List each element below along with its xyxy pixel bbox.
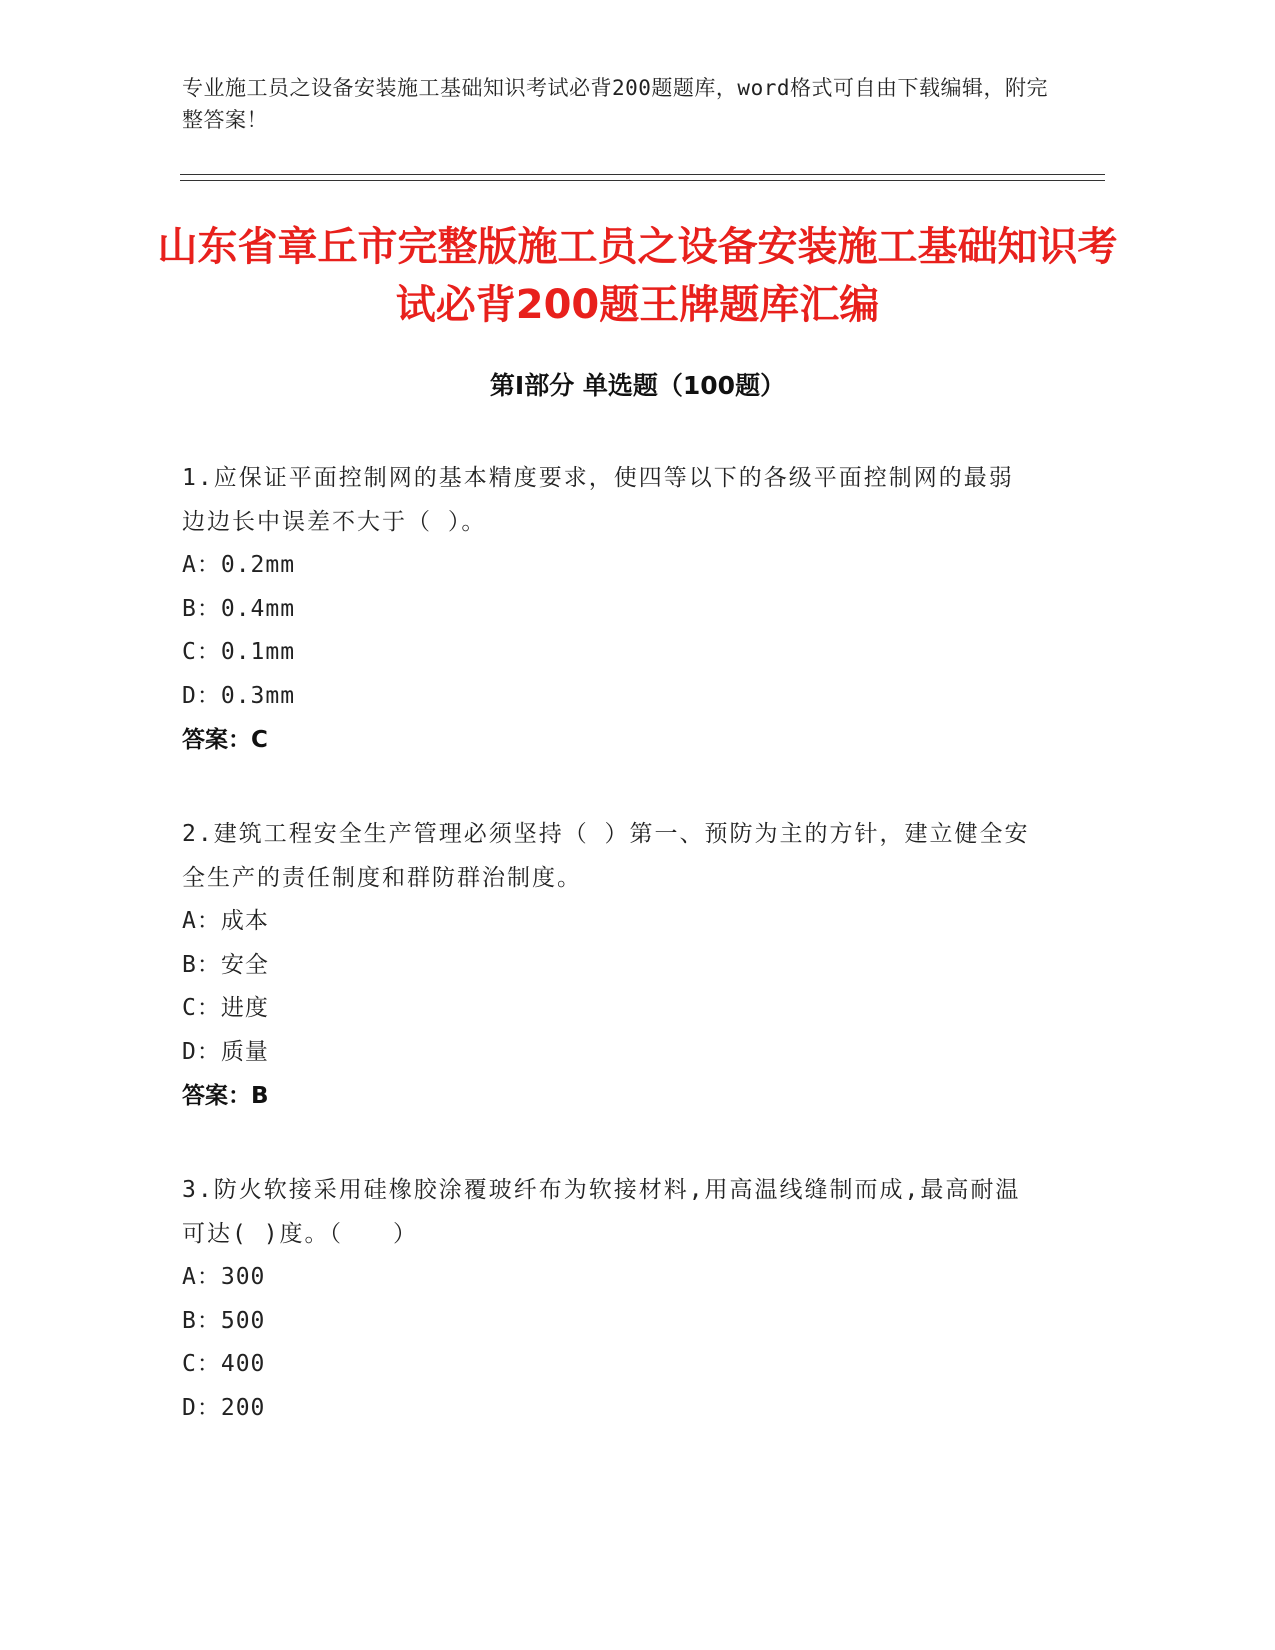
option-d: D：质量	[182, 1038, 269, 1065]
header-note: 专业施工员之设备安装施工基础知识考试必背200题题库，word格式可自由下载编辑，附完整答案！	[182, 76, 1048, 132]
option-b: B：安全	[182, 951, 269, 978]
question-stem: 2.建筑工程安全生产管理必须坚持（ ）第一、预防为主的方针，建立健全安全生产的责任制度和群防群治制度。	[182, 821, 1030, 891]
question-1	[182, 456, 1032, 762]
option-b: B：0.4mm	[182, 595, 296, 622]
option-a: A：0.2mm	[182, 552, 296, 578]
option-c: C：0.1mm	[182, 639, 296, 665]
question-2	[182, 812, 1032, 1118]
section-heading: 第Ⅰ部分 单选题（100题）	[489, 371, 786, 400]
question-list	[182, 456, 1032, 1480]
header-divider-top	[180, 174, 1105, 175]
question-stem: 3.防火软接采用硅橡胶涂覆玻纤布为软接材料,用高温线缝制而成,最高耐温可达( )度。（ ）	[182, 1177, 1021, 1247]
option-c: C：400	[182, 1351, 266, 1377]
option-b: B：500	[182, 1307, 266, 1334]
question-3	[182, 1168, 1032, 1430]
option-a: A：300	[182, 1264, 266, 1290]
option-c: C：进度	[182, 995, 269, 1021]
document-title: 山东省章丘市完整版施工员之设备安装施工基础知识考试必背200题王牌题库汇编	[157, 224, 1118, 328]
answer-label: 答案：B	[182, 1083, 269, 1109]
answer-label: 答案：C	[182, 727, 268, 753]
option-a: A：成本	[182, 908, 269, 934]
question-stem: 1.应保证平面控制网的基本精度要求，使四等以下的各级平面控制网的最弱边边长中误差不大于（ ）。	[182, 465, 1014, 535]
header-divider-bottom	[180, 180, 1105, 181]
option-d: D：200	[182, 1394, 266, 1421]
option-d: D：0.3mm	[182, 682, 296, 709]
